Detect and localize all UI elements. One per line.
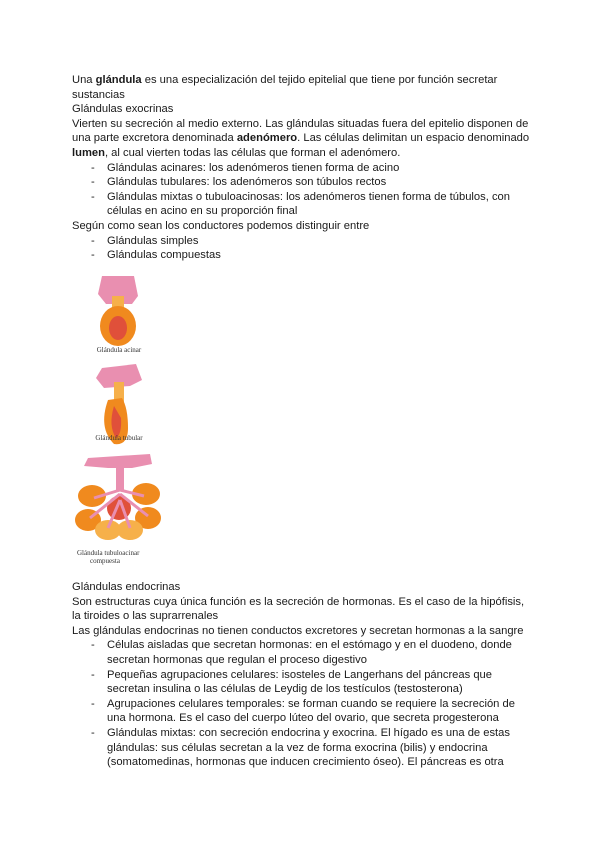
- list-item: - Glándulas compuestas: [72, 248, 532, 263]
- endocrine-heading: Glándulas endocrinas: [72, 581, 181, 593]
- caption-acinar: Glándula acinar: [96, 346, 142, 354]
- intro-text-post: es una especialización del tejido epitelial que tiene por función secretar sustancias: [72, 74, 498, 101]
- compound-epithelium-shape: [84, 454, 152, 468]
- caption-tubular: Glándula tubular: [95, 434, 143, 442]
- term-lumen: lumen: [72, 146, 105, 159]
- exocrine-text-c: , al cual vierten todas las células que forman el adenómero.: [104, 146, 401, 159]
- endocrine-section: [72, 580, 532, 770]
- gland-figure-svg: [72, 268, 167, 568]
- exocrine-text-a: Vierten su secreción al medio externo. Las glándulas situadas fuera del epitelio disponen de una parte excretora denominada: [72, 117, 529, 145]
- acinar-gland-drawing: [97, 276, 142, 354]
- exocrine-section: [72, 73, 532, 263]
- exocrine-paragraph: [72, 117, 532, 161]
- intro-text-pre: Una: [72, 74, 96, 86]
- list-item: - Glándulas simples: [72, 234, 532, 249]
- conductores-intro: Según como sean los conductores podemos distinguir entre: [72, 219, 370, 232]
- endocrine-types-list: [72, 638, 532, 769]
- intro-bold-term: glándula: [95, 74, 142, 86]
- list-item: - Pequeñas agrupaciones celulares: isosteles de Langerhans del páncreas que secretan insulina o las células de Leydig de los testículos (testosterona): [72, 668, 532, 697]
- list-item: - Células aisladas que secretan hormonas: en el estómago y en el duodeno, donde secretan hormonas que regulan el proceso digestivo: [72, 638, 532, 667]
- intro-paragraph: [72, 73, 532, 102]
- exocrine-types-list: [72, 161, 532, 219]
- term-adenomero: adenómero: [236, 132, 298, 145]
- compound-gland-drawing: [75, 454, 161, 565]
- list-item: - Agrupaciones celulares temporales: se forman cuando se requiere la secreción de una hormona. Es el caso del cuerpo lúteo del ovario, que secreta progesterona: [72, 697, 532, 726]
- endocrine-paragraph-1: Son estructuras cuya única función es la secreción de hormonas. Es el caso de la hipófisis, la tiroides o las suprarrenales: [72, 595, 525, 623]
- compound-lobe: [117, 520, 143, 540]
- list-item: - Glándulas acinares: los adenómeros tienen forma de acino: [72, 161, 532, 176]
- gland-illustration: [72, 268, 167, 568]
- list-item: - Glándulas tubulares: los adenómeros son túbulos rectos: [72, 175, 532, 190]
- exocrine-text-b: . Las células delimitan un espacio denominado: [297, 132, 530, 145]
- acinar-lumen: [109, 316, 127, 340]
- list-item: - Glándulas mixtas o tubuloacinosas: los adenómeros tienen forma de túbulos, con células en acino en su proporción final: [72, 190, 532, 219]
- caption-compound-1: Glándula tubuloacinar: [77, 549, 140, 557]
- compound-main-duct: [116, 466, 124, 490]
- conductores-list: [72, 234, 532, 263]
- caption-compound-2: compuesta: [90, 557, 120, 565]
- exocrine-heading: Glándulas exocrinas: [72, 103, 174, 116]
- endocrine-paragraph-2: Las glándulas endocrinas no tienen conductos excretores y secretan hormonas a la sangre: [72, 624, 524, 637]
- tubular-gland-drawing: [95, 364, 143, 444]
- list-item: - Glándulas mixtas: con secreción endocrina y exocrina. El hígado es una de estas glándulas: sus células secretan a la vez de forma exocrina (bilis) y endocrina (somatomedinas, hormonas que inducen crecimiento óseo). El páncreas es otra: [72, 726, 532, 770]
